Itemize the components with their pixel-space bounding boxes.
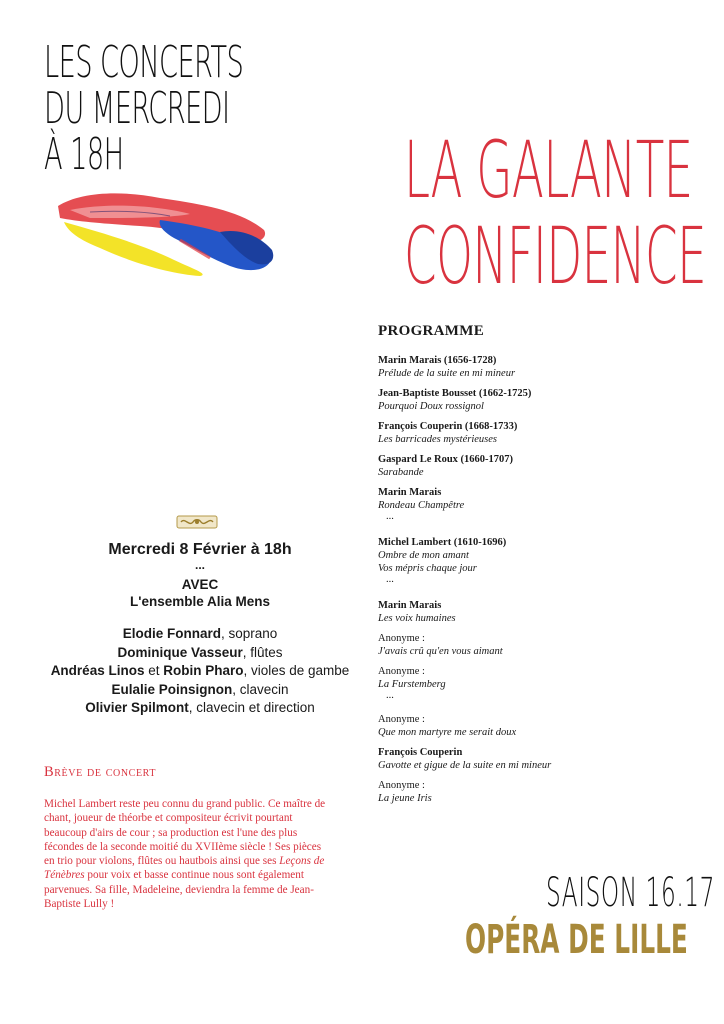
performer-role: , violes de gambe xyxy=(243,663,350,678)
concert-title xyxy=(404,126,707,302)
concert-title-line: CONFIDENCE xyxy=(404,212,707,302)
programme-section xyxy=(378,323,698,812)
ornament-icon xyxy=(176,513,218,531)
composer-name: François Couperin xyxy=(378,747,463,758)
performer-name: Andréas Linos xyxy=(50,663,145,678)
concert-date: Mercredi 8 Février à 18h xyxy=(108,541,292,558)
breve-text-italic: Leçons de Ténèbres xyxy=(44,855,325,882)
programme-item xyxy=(378,486,698,522)
performer-line xyxy=(40,662,360,681)
performer-role: , clavecin et direction xyxy=(188,700,315,715)
composer-name: François Couperin (1668-1733) xyxy=(378,421,518,432)
performer-name: Elodie Fonnard xyxy=(122,626,221,641)
performer-line xyxy=(40,644,360,663)
ellipsis: ... xyxy=(386,511,394,522)
programme-list xyxy=(378,354,698,805)
event-details xyxy=(40,540,360,718)
work-title: Vos mépris chaque jour xyxy=(378,563,477,574)
performer-name: Dominique Vasseur xyxy=(117,644,243,660)
ellipsis: ... xyxy=(386,574,394,585)
work-title: Les voix humaines xyxy=(378,613,456,624)
composer-name: Michel Lambert (1610-1696) xyxy=(378,537,507,548)
performer-line xyxy=(40,681,360,700)
breve-text-part: pour voix et basse continue nous sont également parvenues. Sa fille, Madeleine, deviendra la femme de Jean-Baptiste Lully ! xyxy=(44,869,314,911)
work-title: Pourquoi Doux rossignol xyxy=(378,401,484,412)
season-label: SAISON 16.17 xyxy=(546,870,715,916)
breve-text-part: Michel Lambert reste peu connu du grand public. Ce maître de chant, joueur de théorbe et compositeur écrivit pourtant beaucoup d'airs de cour ; sa production est l'une des plus fécondes de la seconde moitié du XVIIème siècle ! Ses pièces en trio pour violons, flûtes ou hautbois ainsi que ses xyxy=(44,798,326,868)
breve-title: Brève de concert xyxy=(44,764,157,780)
work-title: Prélude de la suite en mi mineur xyxy=(378,368,516,379)
work-title: La Furstemberg xyxy=(378,679,446,690)
composer-name: Gaspard Le Roux (1660-1707) xyxy=(378,454,514,465)
work-title: Sarabande xyxy=(378,467,424,478)
avec-label: AVEC xyxy=(181,577,219,592)
programme-item xyxy=(378,387,698,413)
programme-item xyxy=(378,354,698,380)
performer-line xyxy=(40,625,360,644)
work-title: Que mon martyre me serait doux xyxy=(378,727,517,738)
composer-name: Jean-Baptiste Bousset (1662-1725) xyxy=(378,388,532,399)
performer-line xyxy=(40,699,360,718)
joiner-text: et xyxy=(144,663,164,678)
composer-name: Anonyme : xyxy=(378,714,425,725)
breve-text xyxy=(44,797,334,911)
programme-item xyxy=(378,665,698,701)
programme-item xyxy=(378,536,698,585)
programme-item xyxy=(378,453,698,479)
work-title: La jeune Iris xyxy=(378,793,432,804)
ensemble-name: L'ensemble Alia Mens xyxy=(129,594,270,609)
programme-heading: PROGRAMME xyxy=(378,323,485,339)
performer-role: , flûtes xyxy=(242,644,283,660)
watercolor-illustration xyxy=(50,188,280,278)
work-title: J'avais crû qu'en vous aimant xyxy=(378,646,503,657)
concert-title-line: LA GALANTE xyxy=(404,126,693,216)
composer-name: Marin Marais (1656-1728) xyxy=(378,355,497,366)
composer-name: Anonyme : xyxy=(378,780,425,791)
work-title: Ombre de mon amant xyxy=(378,550,469,561)
performer-name: Eulalie Poinsignon xyxy=(111,681,233,697)
programme-item xyxy=(378,746,698,772)
composer-name: Marin Marais xyxy=(378,600,442,611)
composer-name: Anonyme : xyxy=(378,666,425,677)
performer-role: , clavecin xyxy=(232,681,289,697)
work-title: Gavotte et gigue de la suite en mi mineur xyxy=(378,760,552,771)
venue-logo: OPÉRA DE LILLE xyxy=(465,917,688,963)
series-title xyxy=(44,37,244,180)
series-line: LES CONCERTS xyxy=(44,37,244,88)
ellipsis: ... xyxy=(194,558,205,572)
series-line: À 18H xyxy=(44,129,124,180)
work-title: Rondeau Champêtre xyxy=(378,500,465,511)
performer-name: Robin Pharo xyxy=(163,663,244,678)
programme-item xyxy=(378,632,698,658)
programme-item xyxy=(378,713,698,739)
ellipsis: ... xyxy=(386,690,394,701)
performer-name: Olivier Spilmont xyxy=(85,700,189,715)
work-title: Les barricades mystérieuses xyxy=(378,434,497,445)
composer-name: Anonyme : xyxy=(378,633,425,644)
programme-item xyxy=(378,420,698,446)
performers-list xyxy=(40,625,360,718)
series-line: DU MERCREDI xyxy=(44,83,230,134)
programme-item xyxy=(378,779,698,805)
performer-role: , soprano xyxy=(220,626,278,641)
programme-item xyxy=(378,599,698,625)
composer-name: Marin Marais xyxy=(378,487,442,498)
